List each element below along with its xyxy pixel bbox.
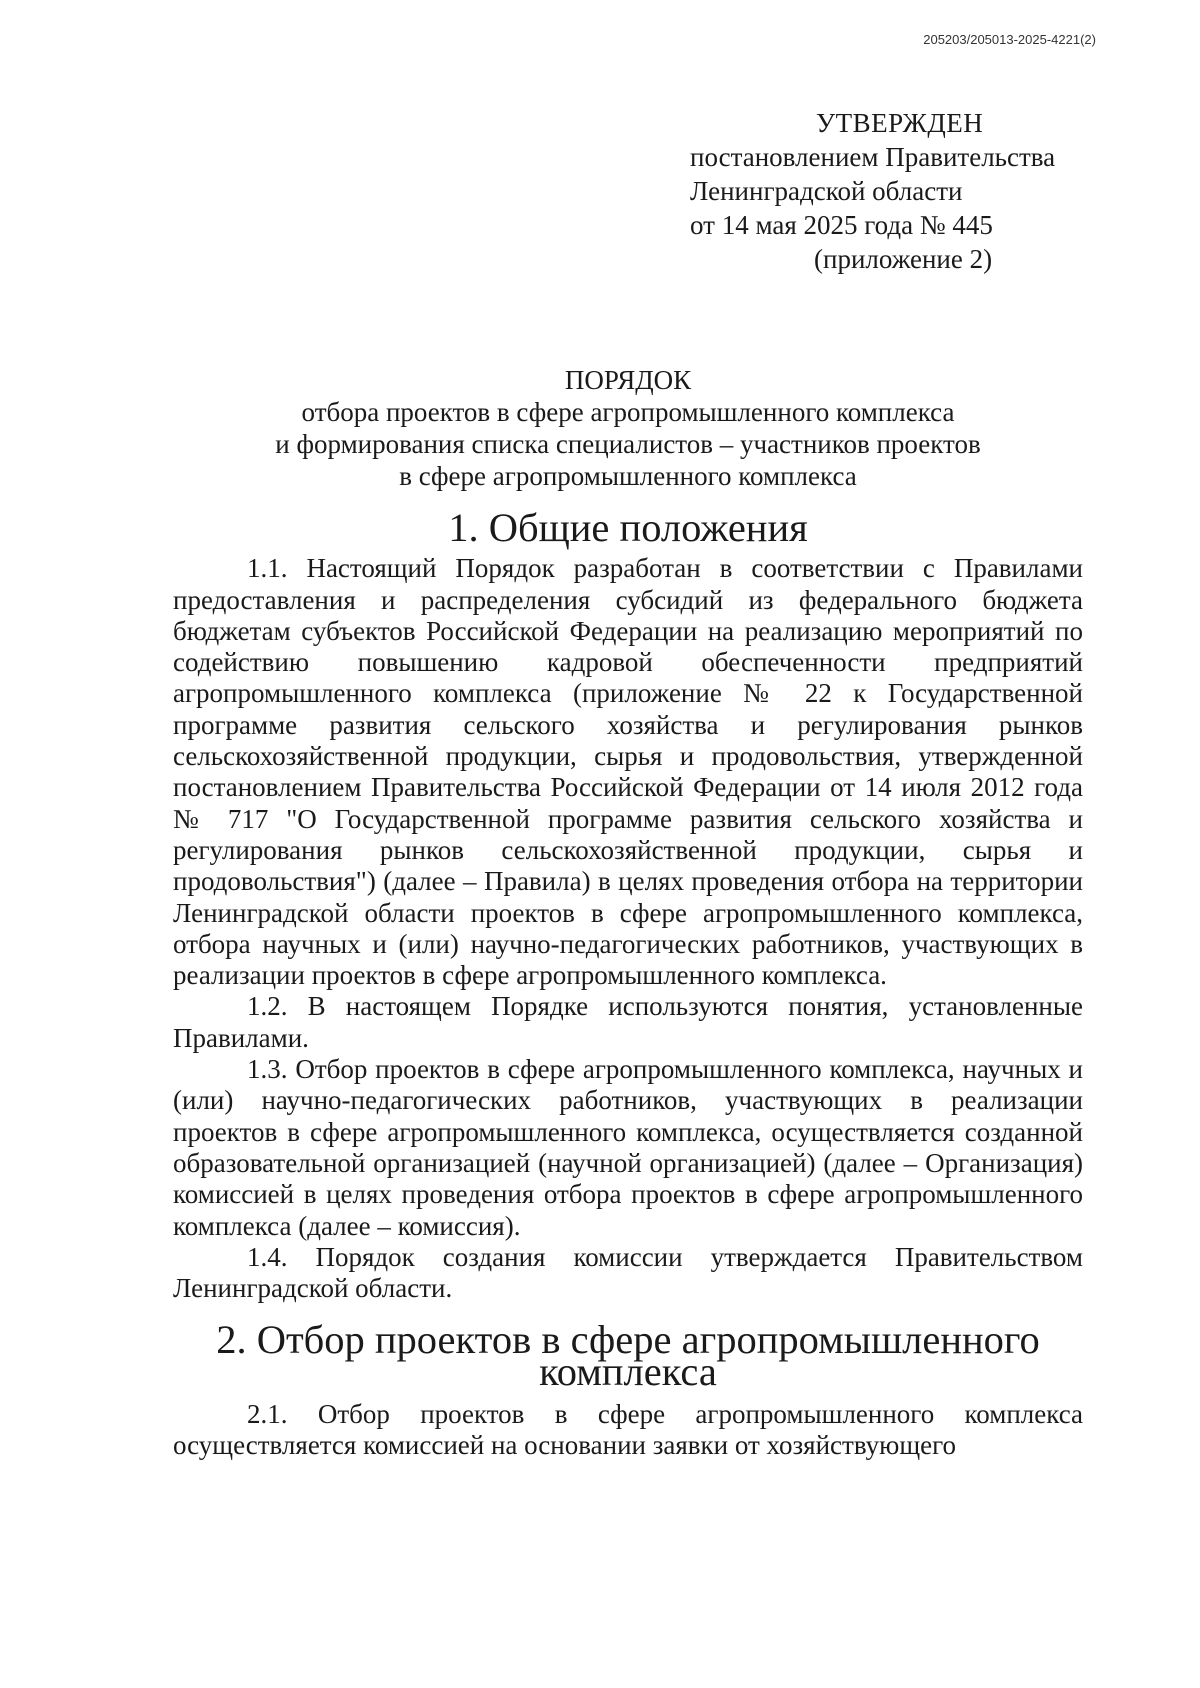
approval-annex: (приложение 2) bbox=[814, 244, 993, 274]
approval-stamp: УТВЕРЖДЕН bbox=[816, 108, 984, 138]
document-body bbox=[173, 364, 1083, 1462]
approval-line-1: постановлением Правительства bbox=[690, 142, 1056, 172]
section-heading-2: 2. Отбор проектов в сфере агропромышленного комплекса bbox=[216, 1317, 1040, 1394]
paragraph-2-1: 2.1. Отбор проектов в сфере агропромышленного комплекса осуществляется комиссией на основании заявки от хозяйствующего bbox=[173, 1399, 1083, 1461]
paragraph-1-4: 1.4. Порядок создания комиссии утверждается Правительством Ленинградской области. bbox=[173, 1241, 1083, 1304]
document-subtitle-line-2: и формирования списка специалистов – участников проектов bbox=[275, 429, 981, 459]
document-id: 205203/205013-2025-4221(2) bbox=[923, 32, 1096, 47]
paragraph-1-3: 1.3. Отбор проектов в сфере агропромышленного комплекса, научных и (или) научно-педагогических работников, участвующих в реализации проектов в сфере агропромышленного комплекса, осуществляется созданной образовательной организацией (научной организацией) (далее – Организация) комиссией в целях проведения отбора проектов в сфере агропромышленного комплекса (далее – комиссия). bbox=[173, 1054, 1083, 1241]
document-subtitle-line-3: в сфере агропромышленного комплекса bbox=[399, 461, 857, 491]
section-heading-1: 1. Общие положения bbox=[448, 505, 808, 550]
document-subtitle-line-1: отбора проектов в сфере агропромышленного комплекса bbox=[301, 397, 955, 427]
paragraph-1-2: 1.2. В настоящем Порядке используются понятия, установленные Правилами. bbox=[173, 991, 1083, 1053]
approval-line-2: Ленинградской области bbox=[690, 176, 963, 206]
paragraph-1-1: 1.1. Настоящий Порядок разработан в соответствии с Правилами предоставления и распределения субсидий из федерального бюджета бюджетам субъектов Российской Федерации на реализацию мероприятий по содействию повышению кадровой обеспеченности предприятий агропромышленного комплекса (приложение № 22 к Государственной программе развития сельского хозяйства и регулирования рынков сельскохозяйственной продукции, сырья и продовольствия, утвержденной постановлением Правительства Российской Федерации от 14 июля 2012 года № 717 "О Государственной программе развития сельского хозяйства и регулирования рынков сельскохозяйственной продукции, сырья и продовольствия") (далее – Правила) в целях проведения отбора на территории Ленинградской области проектов в сфере агропромышленного комплекса, отбора научных и (или) научно-педагогических работников, участвующих в реализации проектов в сфере агропромышленного комплекса. bbox=[173, 553, 1083, 991]
approval-block bbox=[690, 106, 1110, 276]
approval-line-3: от 14 мая 2025 года № 445 bbox=[690, 210, 993, 240]
document-title: ПОРЯДОК bbox=[564, 365, 692, 395]
